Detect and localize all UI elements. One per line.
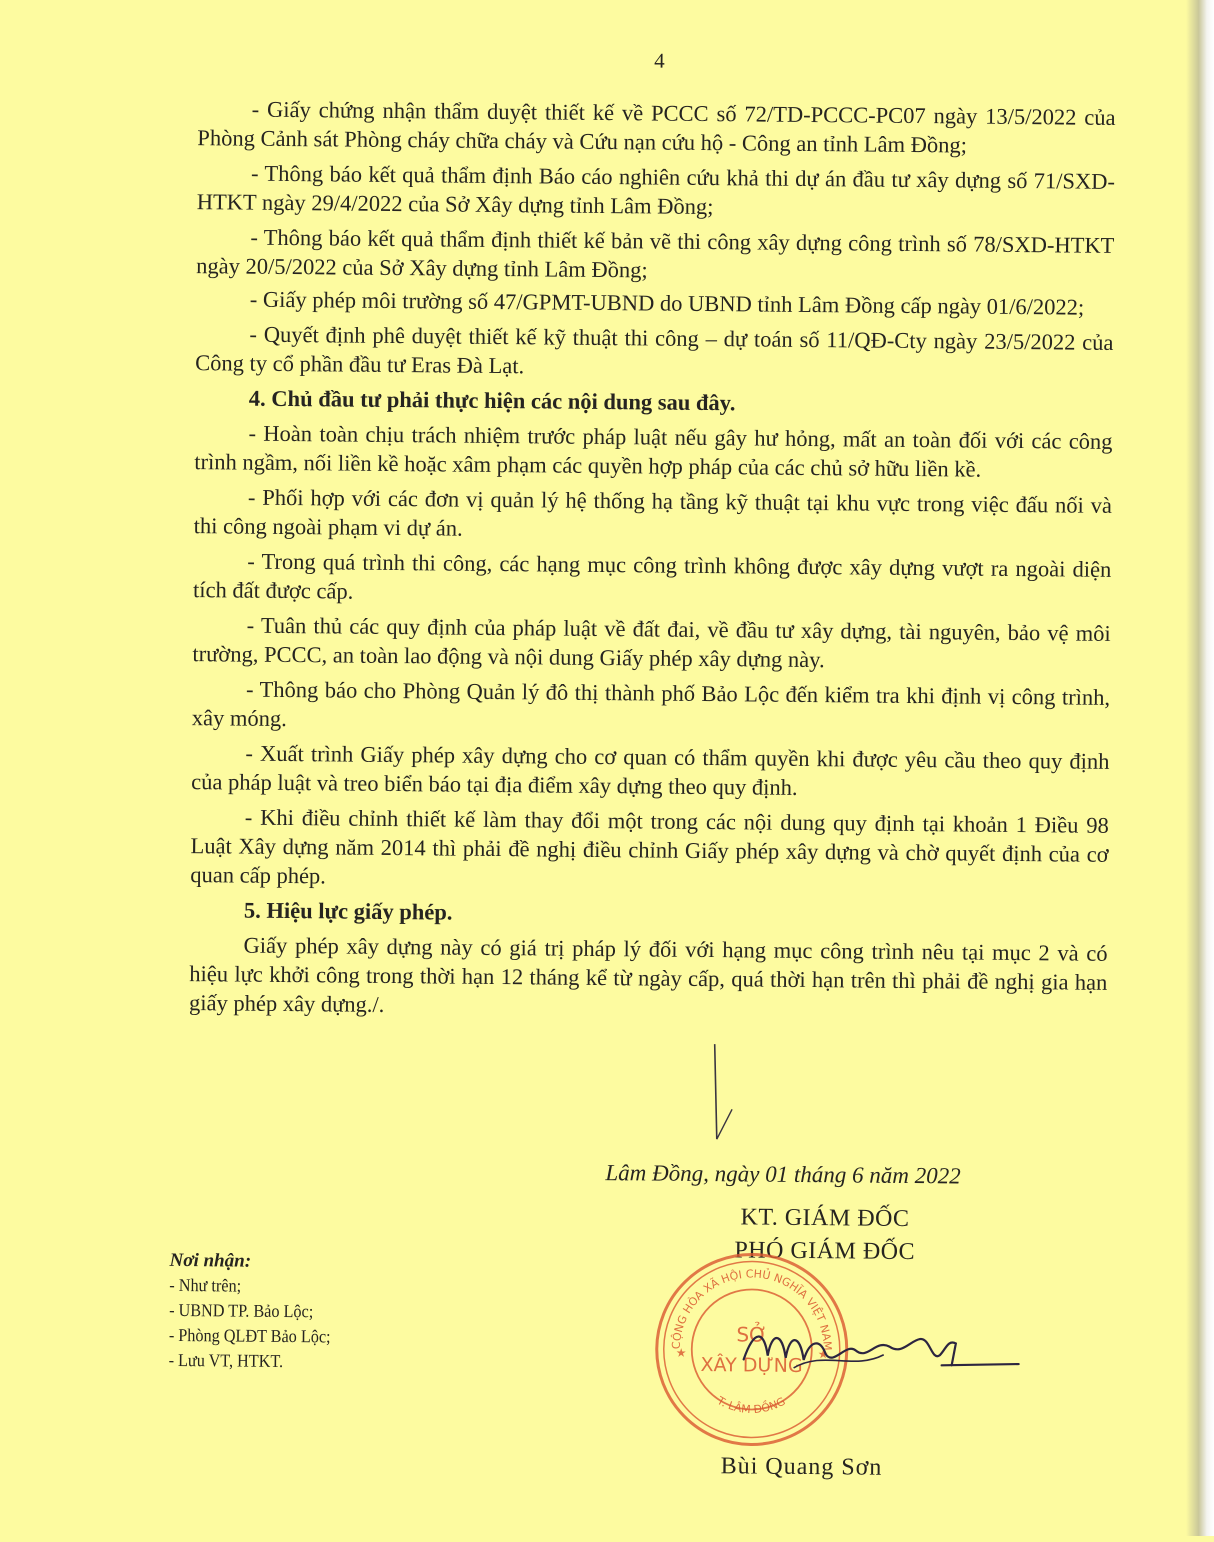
paragraph-environment-permit: - Giấy phép môi trường số 47/GPMT-UBND do UBND tỉnh Lâm Đồng cấp ngày 01/6/2022; — [249, 286, 1085, 320]
paragraph-permit-validity: Giấy phép xây dựng này có giá trị pháp lý đối với hạng mục công trình nêu tại mục 2 và có hiệu lực khởi công trong thời hạn 12 tháng kể từ ngày cấp, quá thời hạn trên thì phải đề nghị gia hạn giấy phép xây dựng./. — [188, 932, 1108, 1017]
signer-name: Bùi Quang Sơn — [720, 1453, 883, 1481]
paragraph-land-area: - Trong quá trình thi công, các hạng mục công trình không được xây dựng vượt ra ngoài diện tích đất được cấp. — [192, 548, 1112, 604]
recipient-item: - Lưu VT, HTKT. — [168, 1349, 284, 1371]
recipient-item: - UBND TP. Bảo Lộc; — [169, 1299, 314, 1322]
paragraph-design-appraisal: - Thông báo kết quả thẩm định thiết kế bản vẽ thi công xây dựng công trình số 78/SXD-HTKT ngày 20/5/2022 của Sở Xây dựng tỉnh Lâm Đồng; — [196, 224, 1115, 283]
recipients-block — [169, 1248, 350, 1375]
paragraph-pccc-certificate: - Giấy chứng nhận thẩm duyệt thiết kế về PCCC số 72/TD-PCCC-PC07 ngày 13/5/2022 của Phòng Cảnh sát Phòng cháy chữa cháy và Cứu nạn cứu hộ - Công an tỉnh Lâm Đồng; — [197, 96, 1116, 158]
paragraph-compliance: - Tuân thủ các quy định của pháp luật về đất đai, về đầu tư xây dựng, tài nguyên, bảo vệ môi trường, PCCC, an toàn lao động và nội dung Giấy phép xây dựng này. — [192, 612, 1111, 673]
section-5-heading: 5. Hiệu lực giấy phép. — [243, 897, 453, 925]
seal-line-2: XÂY DỰNG — [700, 1353, 803, 1377]
paragraph-inspection-notice: - Thông báo cho Phòng Quản lý đô thị thành phố Bảo Lộc đến kiểm tra khi định vị công trình, xây móng. — [191, 676, 1111, 731]
paragraph-present-permit: - Xuất trình Giấy phép xây dựng cho cơ quan có thẩm quyền khi được yêu cầu theo quy định của pháp luật và treo biển báo tại địa điểm xây dựng theo quy định. — [191, 740, 1110, 800]
ink-mark-icon — [708, 1039, 739, 1144]
page-edge — [1186, 0, 1214, 1536]
paragraph-responsibility: - Hoàn toàn chịu trách nhiệm trước pháp luật nếu gây hư hỏng, mất an toàn đối với các công trình ngầm, nối liền kề hoặc xâm phạm các quyền hợp pháp của các chủ sở hữu liền kề. — [194, 420, 1113, 482]
seal-bottom-text: T. LÂM ĐỒNG — [714, 1394, 788, 1417]
seal-line-1: SỞ — [736, 1322, 768, 1347]
paragraph-coordination: - Phối hợp với các đơn vị quản lý hệ thống hạ tầng kỹ thuật tại khu vực trong việc đấu nối và thi công ngoài phạm vi dự án. — [193, 484, 1113, 541]
signer-title-deputy-director: PHÓ GIÁM ĐỐC — [734, 1237, 916, 1266]
paragraph-design-approval: - Quyết định phê duyệt thiết kế kỹ thuật thi công – dự toán số 11/QĐ-Cty ngày 23/5/2022 của Công ty cổ phần đầu tư Eras Đà Lạt. — [195, 321, 1114, 379]
recipients-title: Nơi nhận: — [169, 1249, 252, 1272]
signer-title-director: KT. GIÁM ĐỐC — [740, 1204, 910, 1232]
document-body — [189, 94, 1116, 1032]
svg-text:★: ★ — [817, 1347, 829, 1362]
svg-text:T. LÂM ĐỒNG — [714, 1394, 788, 1417]
page-number: 4 — [654, 48, 665, 73]
paragraph-design-adjustment: - Khi điều chỉnh thiết kế làm thay đổi một trong các nội dung quy định tại khoản 1 Điều 98 Luật Xây dựng năm 2014 thì phải đề nghị điều chỉnh Giấy phép xây dựng và chờ quyết định của cơ quan cấp phép. — [190, 804, 1109, 889]
date-line: Lâm Đồng, ngày 01 tháng 6 năm 2022 — [605, 1160, 961, 1189]
paragraph-feasibility-appraisal: - Thông báo kết quả thẩm định Báo cáo nghiên cứu khả thi dự án đầu tư xây dựng số 71/SXD-HTKT ngày 29/4/2022 của Sở Xây dựng tỉnh Lâm Đồng; — [196, 160, 1116, 220]
section-4-heading: 4. Chủ đầu tư phải thực hiện các nội dung sau đây. — [248, 385, 736, 416]
svg-text:★: ★ — [675, 1345, 687, 1360]
seal-outer-text: CỘNG HÒA XÃ HỘI CHỦ NGHĨA VIỆT NAM — [669, 1267, 834, 1351]
signature-icon — [733, 1319, 1024, 1382]
recipient-item: - Như trên; — [169, 1274, 242, 1296]
recipient-item: - Phòng QLĐT Bảo Lộc; — [168, 1324, 331, 1347]
